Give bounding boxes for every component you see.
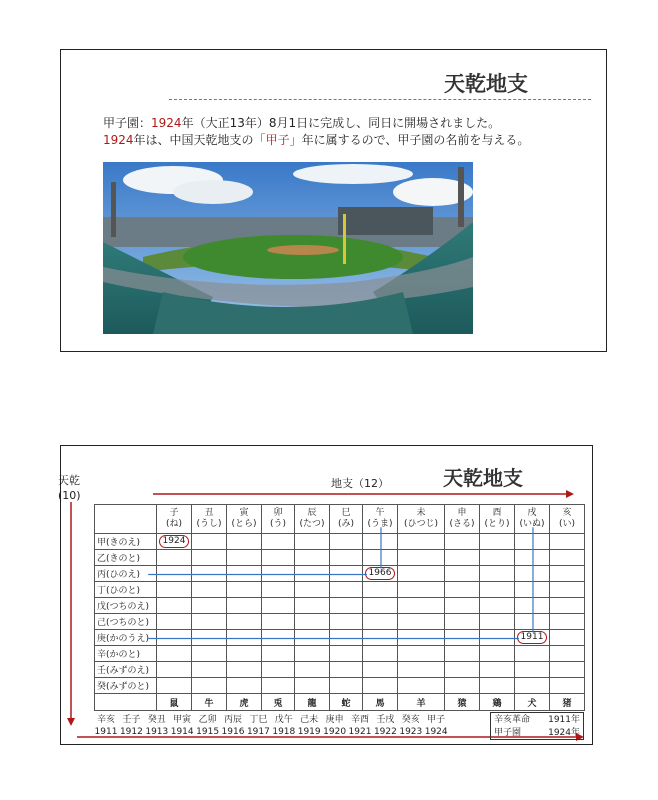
description-line-2 — [103, 131, 529, 148]
year-number: 1920 — [323, 727, 347, 737]
stem-header: 壬(みずのえ) — [95, 662, 157, 678]
legend-box — [490, 712, 584, 740]
desc-text-2a: 年は、中国天乾地支の「 — [133, 133, 266, 147]
branch-kanji: 巳 — [341, 508, 351, 518]
zodiac-animal: 牛 — [192, 694, 227, 711]
branch-kanji: 卯 — [273, 508, 283, 518]
koshien-stadium-photo — [103, 162, 473, 334]
year-ganzhi: 壬子 — [122, 715, 141, 725]
branch-kanji: 申 — [457, 508, 467, 518]
title-underline — [169, 99, 591, 100]
year-number: 1924 — [424, 727, 448, 737]
zodiac-animal: 鶏 — [480, 694, 515, 711]
desc-text-2b: 」年に属するので、甲子園の名前を与える。 — [289, 133, 530, 147]
year-ganzhi: 庚申 — [325, 715, 344, 725]
stem-header: 戊(つちのえ) — [95, 598, 157, 614]
year-ganzhi: 癸丑 — [147, 715, 166, 725]
year-ganzhi: 乙卯 — [198, 715, 217, 725]
desc-text: 年（大正13年）8月1日に完成し、同日に開場されました。 — [181, 116, 501, 130]
zodiac-animal: 馬 — [363, 694, 398, 711]
desc-year-2: 1924 — [103, 133, 134, 147]
stem-header: 乙(きのと) — [95, 550, 157, 566]
branch-kanji: 午 — [375, 508, 385, 518]
zodiac-animal: 鼠 — [157, 694, 192, 711]
marked-year: 1911 — [517, 631, 548, 644]
legend-year: 1911年 — [548, 715, 580, 725]
slide-title: 天乾地支 — [444, 72, 528, 96]
branch-reading: (い) — [558, 519, 576, 529]
branch-reading: (とり) — [484, 519, 510, 529]
year-ganzhi: 壬戌 — [376, 715, 395, 725]
description-line-1 — [103, 114, 500, 131]
year-ganzhi: 辛酉 — [350, 715, 369, 725]
slide-koshien — [60, 49, 607, 352]
zodiac-animal: 犬 — [515, 694, 550, 711]
branch-reading: (さる) — [449, 519, 475, 529]
legend-row-2 — [494, 727, 580, 740]
branch-reading: (み) — [337, 519, 355, 529]
year-number: 1912 — [119, 727, 143, 737]
year-ganzhi: 辛亥 — [96, 715, 115, 725]
zodiac-animal: 羊 — [398, 694, 445, 711]
year-number: 1918 — [272, 727, 296, 737]
stems-label: 天乾 — [58, 474, 80, 487]
desc-keyword: 甲子 — [265, 133, 290, 147]
year-number: 1917 — [246, 727, 270, 737]
stem-header: 庚(かのうえ) — [95, 630, 157, 646]
year-ganzhi: 甲子 — [427, 715, 446, 725]
stems-count: (10) — [58, 489, 81, 502]
stem-header: 辛(かのと) — [95, 646, 157, 662]
branch-reading: (たつ) — [299, 519, 325, 529]
branch-kanji: 子 — [169, 508, 179, 518]
year-number: 1919 — [297, 727, 321, 737]
year-number: 1921 — [348, 727, 372, 737]
branch-kanji: 戌 — [527, 508, 537, 518]
stem-header: 丙(ひのえ) — [95, 566, 157, 582]
year-number: 1916 — [221, 727, 245, 737]
desc-year: 1924 — [151, 116, 182, 130]
branch-kanji: 亥 — [562, 508, 572, 518]
year-number: 1913 — [145, 727, 169, 737]
branch-kanji: 丑 — [204, 508, 214, 518]
desc-label: 甲子園： — [103, 116, 152, 130]
slide-stems-branches — [60, 445, 593, 745]
branch-kanji: 酉 — [492, 508, 502, 518]
marked-year: 1924 — [159, 535, 190, 548]
earthly-branches-label: 地支（12） — [331, 477, 389, 490]
legend-label: 辛亥革命 — [494, 715, 531, 725]
stem-header: 甲(きのえ) — [95, 534, 157, 550]
branch-reading: (うま) — [367, 519, 393, 529]
legend-year: 1924年 — [548, 728, 580, 738]
branch-reading: (ね) — [165, 519, 183, 529]
branch-kanji: 寅 — [239, 508, 249, 518]
branch-kanji: 未 — [416, 508, 426, 518]
year-number: 1915 — [196, 727, 220, 737]
zodiac-animal: 兎 — [262, 694, 295, 711]
year-number: 1923 — [399, 727, 423, 737]
year-number: 1911 — [94, 727, 118, 737]
year-ganzhi: 丁巳 — [249, 715, 268, 725]
year-ganzhi: 甲寅 — [173, 715, 192, 725]
stem-header: 己(つちのと) — [95, 614, 157, 630]
year-ganzhi: 己未 — [300, 715, 319, 725]
zodiac-animal: 猪 — [550, 694, 585, 711]
year-number: 1914 — [170, 727, 194, 737]
zodiac-animal: 猿 — [445, 694, 480, 711]
marked-year: 1966 — [365, 567, 396, 580]
zodiac-animal: 龍 — [295, 694, 330, 711]
stem-header: 癸(みずのと) — [95, 678, 157, 694]
branch-kanji: 辰 — [307, 508, 317, 518]
year-ganzhi: 丙辰 — [223, 715, 242, 725]
year-ganzhi: 癸亥 — [401, 715, 420, 725]
year-entry — [421, 714, 451, 738]
branch-reading: (いぬ) — [519, 519, 545, 529]
slide-title-2: 天乾地支 — [443, 466, 523, 490]
branch-reading: (うし) — [196, 519, 222, 529]
zodiac-animal: 虎 — [227, 694, 262, 711]
branch-reading: (ひつじ) — [403, 519, 439, 529]
stem-header: 丁(ひのと) — [95, 582, 157, 598]
legend-label: 甲子園 — [494, 728, 522, 738]
legend-row-1 — [494, 714, 580, 727]
year-ganzhi: 戊午 — [274, 715, 293, 725]
year-number: 1922 — [373, 727, 397, 737]
link-lines — [61, 446, 594, 746]
branch-reading: (とら) — [231, 519, 257, 529]
zodiac-animal: 蛇 — [330, 694, 363, 711]
branch-reading: (う) — [269, 519, 287, 529]
